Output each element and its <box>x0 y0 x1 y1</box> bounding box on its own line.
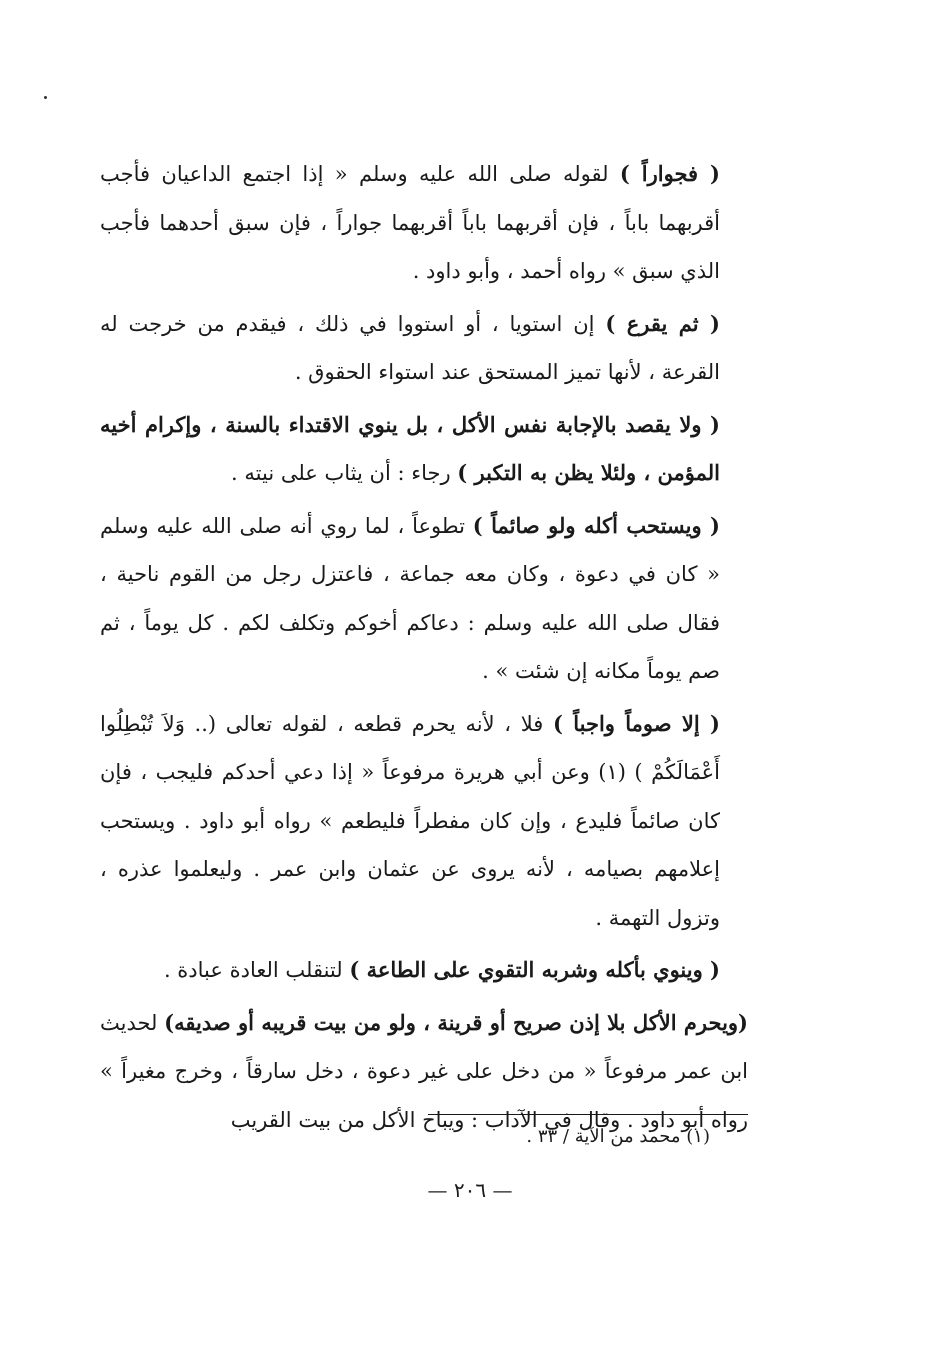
paragraph-intention <box>100 401 748 498</box>
paragraph-permission <box>100 999 748 1145</box>
paragraph-text: رجاء : أن يثاب على نيته . <box>231 461 458 485</box>
paragraph-qur-a <box>100 300 748 397</box>
paragraph-heading: ( ويستحب أكله ولو صائماً ) <box>472 512 720 538</box>
paragraph-text: لتنقلب العادة عبادة . <box>163 958 350 982</box>
footnote-divider <box>428 1114 748 1115</box>
paragraph-heading: ( ثم يقرع ) <box>605 310 720 336</box>
paragraph-text: لقوله صلى الله عليه وسلم « إذا اجتمع الداعيان فأجب أقربهما باباً ، فإن أقربهما باباً أقربهما جواراً ، فإن سبق أحدهما فأجب الذي سبق » رواه أحمد ، وأبو داود . <box>100 162 720 283</box>
paragraph-eating-fasting <box>100 502 748 696</box>
paragraph-obedience <box>100 946 748 995</box>
footnote: (١) محمد من الآية / ٣٣ . <box>526 1126 710 1147</box>
paragraph-text: فلا ، لأنه يحرم قطعه ، لقوله تعالى (.. وَلاَ تُبْطِلُوا أَعْمَالَكُمْ ) (١) وعن أبي هريرة مرفوعاً « إذا دعي أحدكم فليجب ، فإن كان صائماً فليدع ، وإن كان مفطراً فليطعم » رواه أبو داود . ويستحب إعلامهم بصيامه ، لأنه يروى عن عثمان وابن عمر . وليعلموا عذره ، وتزول التهمة . <box>100 711 720 930</box>
paragraph-jiwar <box>100 150 748 296</box>
page-body <box>100 150 748 1148</box>
paragraph-text: تطوعاً ، لما روي أنه صلى الله عليه وسلم « كان في دعوة ، وكان معه جماعة ، فاعتزل رجل من القوم ناحية ، فقال صلى الله عليه وسلم : دعاكم أخوكم وتكلف لكم . كل يوماً ، ثم صم يوماً مكانه إن شئت » . <box>100 513 720 683</box>
paragraph-heading: (ويحرم الأكل بلا إذن صريح أو قرينة ، ولو من بيت قريبه أو صديقه) <box>164 1009 748 1035</box>
paragraph-text: لحديث ابن عمر مرفوعاً « من دخل على غير دعوة ، دخل سارقاً ، وخرج مغيراً » رواه أبو داود . وقال في الآداب : ويباح الأكل من بيت القريب <box>100 1010 748 1132</box>
paragraph-text: إن استويا ، أو استووا في ذلك ، فيقدم من خرجت له القرعة ، لأنها تميز المستحق عند استواء الحقوق . <box>100 311 720 384</box>
page-number: — ٢٠٦ — <box>427 1178 513 1202</box>
scan-speck <box>44 96 47 99</box>
paragraph-heading: ( وينوي بأكله وشربه التقوي على الطاعة ) <box>349 957 720 982</box>
paragraph-heading: ( فجواراً ) <box>619 161 720 186</box>
paragraph-heading: ( إلا صوماً واجباً ) <box>552 710 720 736</box>
paragraph-heading: ( ولا يقصد بالإجابة نفس الأكل ، بل ينوي الاقتداء بالسنة ، وإكرام أخيه المؤمن ، ولئلا يظن به التكبر ) <box>100 411 720 485</box>
paragraph-obligatory-fast <box>100 700 748 943</box>
